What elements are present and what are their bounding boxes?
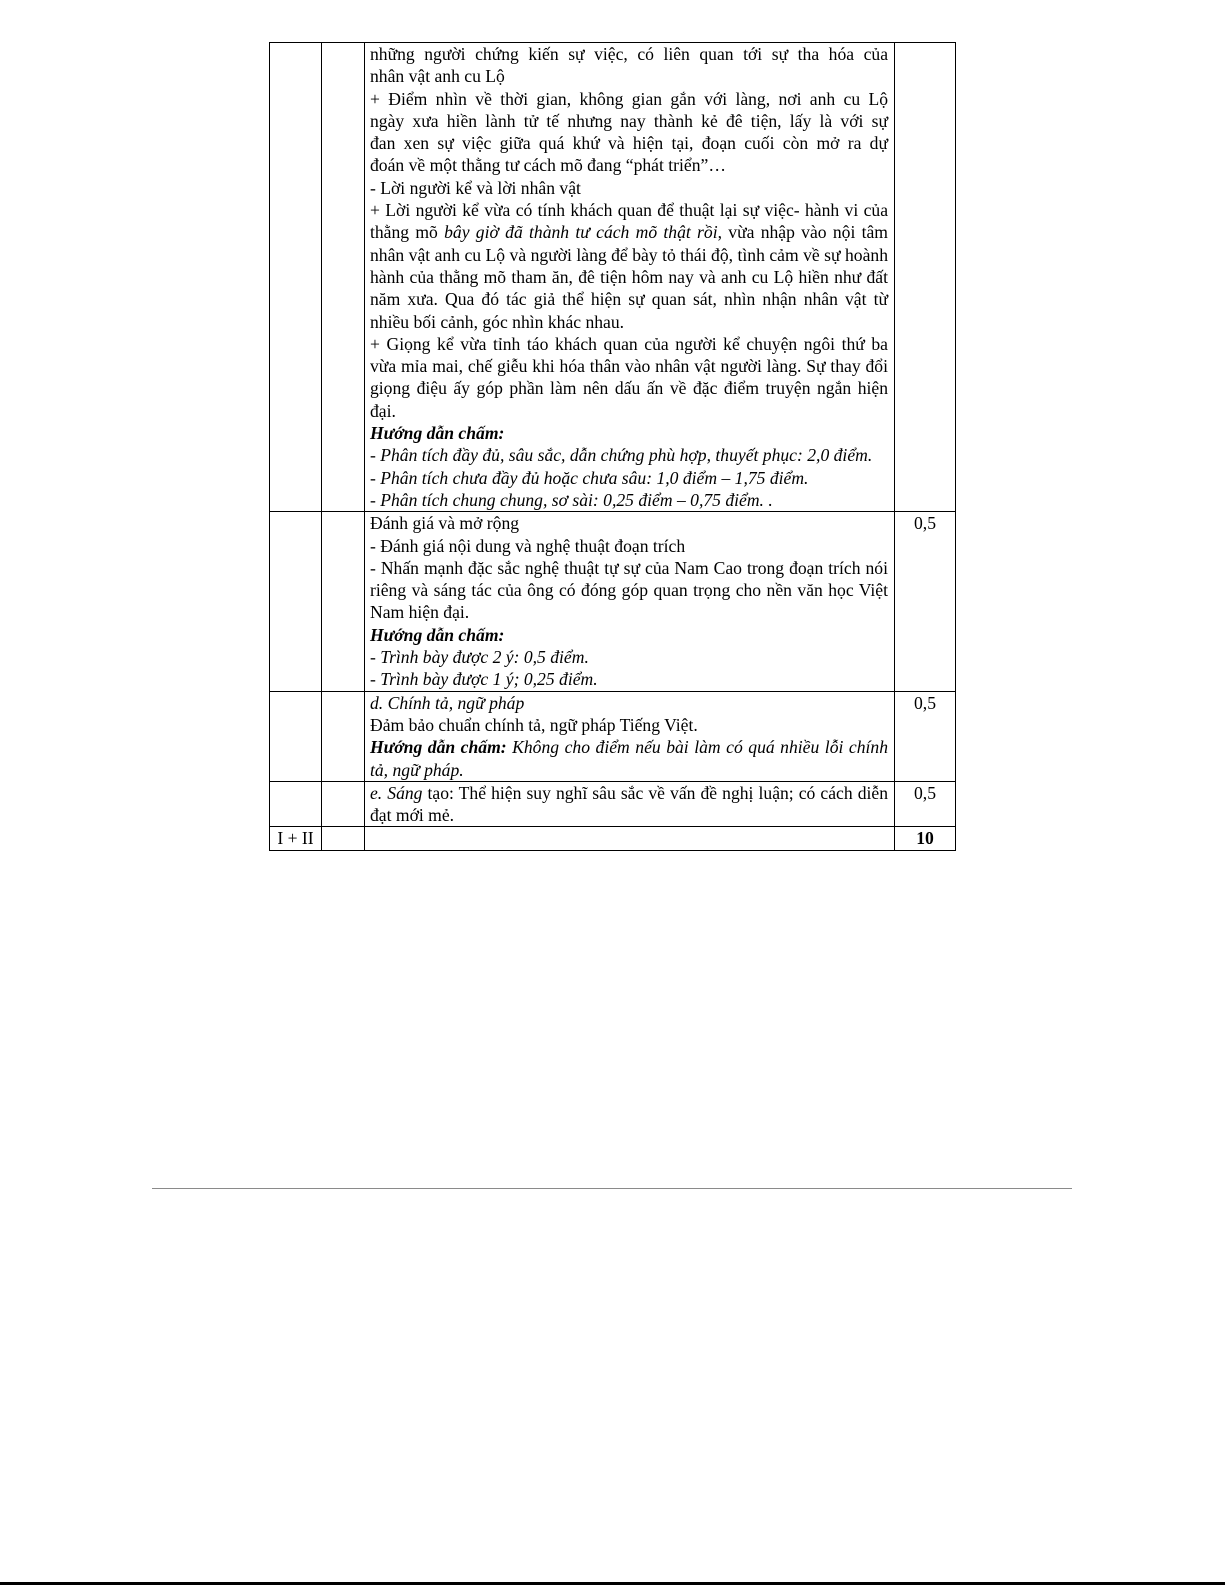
- part-cell: [270, 781, 322, 827]
- italic-quote: bây giờ đã thành tư cách mõ thật rồi: [444, 222, 718, 243]
- table-row: [270, 781, 956, 827]
- text-line: những người chứng kiến sự việc, có liên quan tới sự tha hóa của: [370, 44, 888, 64]
- content-cell: [365, 43, 895, 512]
- total-row: [270, 827, 956, 850]
- table-row: [270, 512, 956, 691]
- text-line: nhân vật anh cu Lộ: [370, 66, 505, 87]
- section-title: Đánh giá và mở rộng: [370, 513, 520, 534]
- grading-table: [269, 42, 956, 851]
- content-cell: [365, 781, 895, 827]
- paragraph: + Giọng kể vừa tỉnh táo khách quan của người kể chuyện ngôi thứ ba vừa mỉa mai, chế giễu khi hóa thân vào nhân vật người làng. Sự thay đổi giọng điệu ấy góp phần làm nên dấu ấn về đặc điểm truyện ngắn hiện đại.: [370, 333, 888, 421]
- page-divider: [152, 1188, 1072, 1189]
- score-value: 0,5: [895, 781, 956, 827]
- paragraph: [370, 736, 888, 781]
- text-span: , vừa nhập vào nội tâm nhân vật anh cu Lộ và người làng để bày tỏ thái độ, tình cảm về sự hoành hành của thằng mõ tham ăn, đê tiện hôm nay và anh cu Lộ hiền như đất năm xưa. Qua đó tác giả thể hiện sự quan sát, nhìn nhận nhân vật từ nhiều bối cảnh, góc nhìn khác nhau.: [370, 222, 888, 332]
- question-cell: [322, 827, 365, 850]
- question-cell: [322, 691, 365, 781]
- text-line: - Đánh giá nội dung và nghệ thuật đoạn trích: [370, 535, 686, 556]
- text-span: + Lời người kể vừa có tính khách quan để thuật lại sự việc- hành vi của thằng mõ: [370, 200, 888, 243]
- text-line: Đảm bảo chuẩn chính tả, ngữ pháp Tiếng Việt.: [370, 714, 698, 735]
- guide-item: - Phân tích đầy đủ, sâu sắc, dẫn chứng phù hợp, thuyết phục: 2,0 điểm.: [370, 445, 873, 466]
- guide-item: - Phân tích chung chung, sơ sài: 0,25 điểm – 0,75 điểm. .: [370, 489, 773, 510]
- paragraph: - Nhấn mạnh đặc sắc nghệ thuật tự sự của Nam Cao trong đoạn trích nói riêng và sáng tác của ông có đóng góp quan trọng cho nền văn học Việt Nam hiện đại.: [370, 557, 888, 623]
- total-score: 10: [895, 827, 956, 850]
- score-value: 0,5: [895, 691, 956, 781]
- text-line: đoán về một thằng tư cách mõ đang “phát triển”…: [370, 155, 726, 176]
- paragraph: [370, 782, 888, 827]
- section-label: e. Sáng: [370, 782, 423, 803]
- question-cell: [322, 43, 365, 512]
- total-label: I + II: [270, 827, 322, 850]
- question-cell: [322, 512, 365, 691]
- score-value: 0,5: [895, 512, 956, 691]
- content-cell: [365, 691, 895, 781]
- part-cell: [270, 43, 322, 512]
- guide-heading: Hướng dẫn chấm:: [370, 423, 505, 444]
- table-row: [270, 43, 956, 512]
- question-cell: [322, 781, 365, 827]
- part-cell: [270, 512, 322, 691]
- content-cell: [365, 512, 895, 691]
- score-cell: [895, 43, 956, 512]
- text-span: tạo: Thể hiện suy nghĩ sâu sắc về vấn đề nghị luận; có cách diễn đạt mới mẻ.: [370, 782, 889, 826]
- content-cell: [365, 827, 895, 850]
- table-row: [270, 691, 956, 781]
- text-line: ngày xưa hiền lành tử tế nhưng nay thành kẻ đê tiện, lấy là với sự: [370, 110, 888, 131]
- section-title: d. Chính tả, ngữ pháp: [370, 692, 525, 713]
- guide-heading: Hướng dẫn chấm:: [370, 737, 507, 758]
- text-line: + Điểm nhìn về thời gian, không gian gắn với làng, nơi anh cu Lộ: [370, 88, 888, 109]
- guide-text: Không cho điểm nếu bài làm có quá nhiều lỗi chính tả, ngữ pháp.: [370, 737, 888, 780]
- text-line: - Lời người kể và lời nhân vật: [370, 177, 581, 198]
- text-line: đan xen sự việc giữa quá khứ và hiện tại, đoạn cuối còn mở ra dự: [370, 133, 888, 154]
- guide-item: - Trình bày được 1 ý; 0,25 điểm.: [370, 669, 598, 690]
- guide-heading: Hướng dẫn chấm:: [370, 624, 505, 645]
- paragraph: [370, 199, 888, 333]
- guide-item: - Trình bày được 2 ý: 0,5 điểm.: [370, 647, 589, 668]
- part-cell: [270, 691, 322, 781]
- guide-item: - Phân tích chưa đầy đủ hoặc chưa sâu: 1,0 điểm – 1,75 điểm.: [370, 467, 809, 488]
